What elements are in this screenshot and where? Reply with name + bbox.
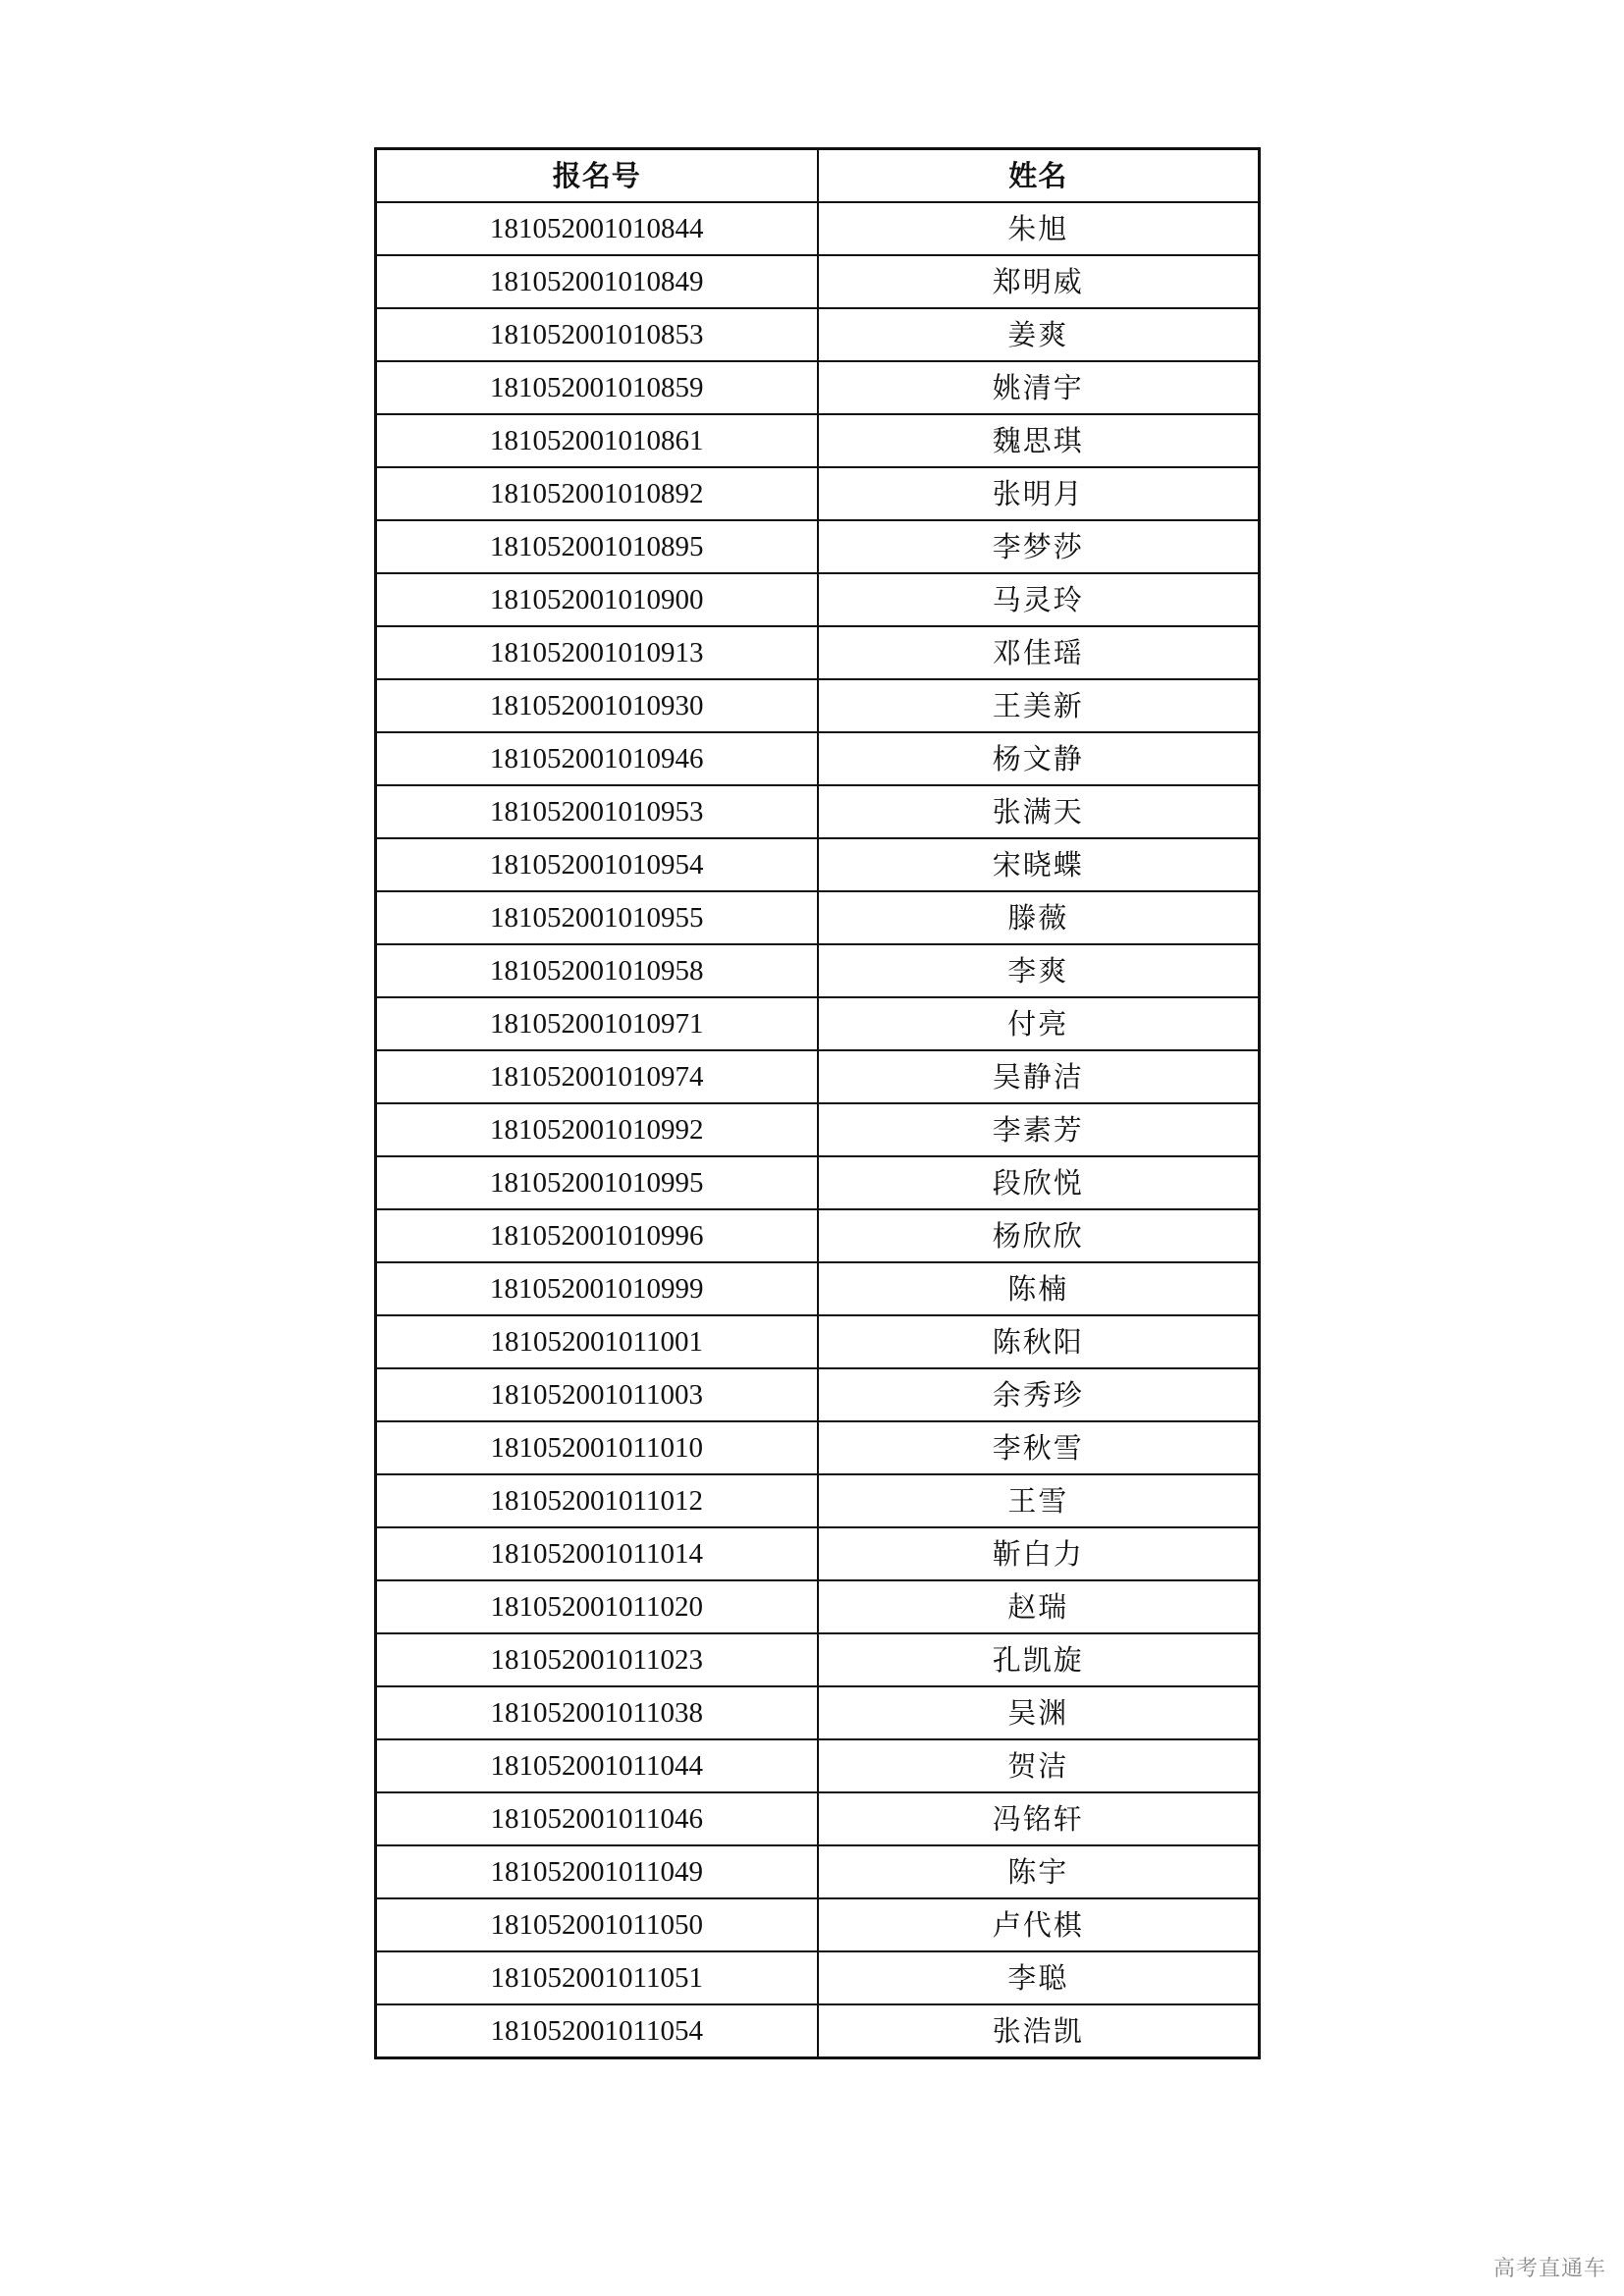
table-row bbox=[376, 1474, 1260, 1527]
registration-number-cell: 181052001011054 bbox=[376, 2004, 818, 2058]
registration-number-cell: 181052001010853 bbox=[376, 308, 818, 361]
table-row bbox=[376, 626, 1260, 679]
table-row bbox=[376, 1103, 1260, 1156]
registration-number-cell: 181052001011001 bbox=[376, 1315, 818, 1368]
name-cell: 陈秋阳 bbox=[818, 1315, 1260, 1368]
table-row bbox=[376, 202, 1260, 255]
name-cell: 冯铭轩 bbox=[818, 1792, 1260, 1845]
registration-number-cell: 181052001010930 bbox=[376, 679, 818, 732]
name-cell: 姜爽 bbox=[818, 308, 1260, 361]
name-cell: 卢代棋 bbox=[818, 1898, 1260, 1951]
name-cell: 朱旭 bbox=[818, 202, 1260, 255]
table-row bbox=[376, 891, 1260, 944]
registration-number-cell: 181052001010999 bbox=[376, 1262, 818, 1315]
table-row bbox=[376, 520, 1260, 573]
table-row bbox=[376, 573, 1260, 626]
name-cell: 赵瑞 bbox=[818, 1580, 1260, 1633]
table-row bbox=[376, 679, 1260, 732]
registration-number-cell: 181052001010958 bbox=[376, 944, 818, 997]
name-cell: 靳白力 bbox=[818, 1527, 1260, 1580]
registration-number-cell: 181052001011020 bbox=[376, 1580, 818, 1633]
registration-number-cell: 181052001010953 bbox=[376, 785, 818, 838]
table-row bbox=[376, 1368, 1260, 1421]
registration-number-cell: 181052001010859 bbox=[376, 361, 818, 414]
name-cell: 李爽 bbox=[818, 944, 1260, 997]
table-row bbox=[376, 944, 1260, 997]
name-cell: 王美新 bbox=[818, 679, 1260, 732]
name-cell: 滕薇 bbox=[818, 891, 1260, 944]
name-cell: 杨文静 bbox=[818, 732, 1260, 785]
registration-number-cell: 181052001011049 bbox=[376, 1845, 818, 1898]
name-cell: 邓佳瑶 bbox=[818, 626, 1260, 679]
registration-number-cell: 181052001010995 bbox=[376, 1156, 818, 1209]
registration-number-cell: 181052001010844 bbox=[376, 202, 818, 255]
table-row bbox=[376, 1315, 1260, 1368]
name-cell: 付亮 bbox=[818, 997, 1260, 1050]
registration-number-cell: 181052001010996 bbox=[376, 1209, 818, 1262]
name-cell: 张明月 bbox=[818, 467, 1260, 520]
table-row bbox=[376, 785, 1260, 838]
registration-number-cell: 181052001011012 bbox=[376, 1474, 818, 1527]
registration-number-cell: 181052001011050 bbox=[376, 1898, 818, 1951]
name-cell: 陈宇 bbox=[818, 1845, 1260, 1898]
registration-number-cell: 181052001010954 bbox=[376, 838, 818, 891]
name-cell: 余秀珍 bbox=[818, 1368, 1260, 1421]
registration-number-cell: 181052001011044 bbox=[376, 1739, 818, 1792]
table-row bbox=[376, 1898, 1260, 1951]
registration-number-cell: 181052001011038 bbox=[376, 1686, 818, 1739]
name-cell: 王雪 bbox=[818, 1474, 1260, 1527]
table-row bbox=[376, 1845, 1260, 1898]
registration-number-cell: 181052001010895 bbox=[376, 520, 818, 573]
table-row bbox=[376, 1421, 1260, 1474]
name-cell: 李聪 bbox=[818, 1951, 1260, 2004]
name-cell: 贺洁 bbox=[818, 1739, 1260, 1792]
registration-number-cell: 181052001011051 bbox=[376, 1951, 818, 2004]
name-cell: 吴静洁 bbox=[818, 1050, 1260, 1103]
name-cell: 李秋雪 bbox=[818, 1421, 1260, 1474]
table-row bbox=[376, 361, 1260, 414]
name-cell: 姚清宇 bbox=[818, 361, 1260, 414]
roster-table-container bbox=[374, 147, 1258, 2059]
column-header-name: 姓名 bbox=[818, 149, 1260, 203]
table-row bbox=[376, 1580, 1260, 1633]
table-row bbox=[376, 467, 1260, 520]
registration-number-cell: 181052001010892 bbox=[376, 467, 818, 520]
roster-table bbox=[374, 147, 1261, 2059]
table-row bbox=[376, 1262, 1260, 1315]
column-header-registration-number: 报名号 bbox=[376, 149, 818, 203]
name-cell: 陈楠 bbox=[818, 1262, 1260, 1315]
registration-number-cell: 181052001011023 bbox=[376, 1633, 818, 1686]
table-row bbox=[376, 997, 1260, 1050]
registration-number-cell: 181052001010974 bbox=[376, 1050, 818, 1103]
registration-number-cell: 181052001011014 bbox=[376, 1527, 818, 1580]
table-row bbox=[376, 732, 1260, 785]
table-row bbox=[376, 1050, 1260, 1103]
name-cell: 马灵玲 bbox=[818, 573, 1260, 626]
registration-number-cell: 181052001010913 bbox=[376, 626, 818, 679]
table-body bbox=[376, 202, 1260, 2058]
registration-number-cell: 181052001010849 bbox=[376, 255, 818, 308]
name-cell: 孔凯旋 bbox=[818, 1633, 1260, 1686]
registration-number-cell: 181052001010900 bbox=[376, 573, 818, 626]
table-row bbox=[376, 1527, 1260, 1580]
name-cell: 宋晓蝶 bbox=[818, 838, 1260, 891]
registration-number-cell: 181052001010955 bbox=[376, 891, 818, 944]
registration-number-cell: 181052001011003 bbox=[376, 1368, 818, 1421]
name-cell: 段欣悦 bbox=[818, 1156, 1260, 1209]
name-cell: 魏思琪 bbox=[818, 414, 1260, 467]
table-row bbox=[376, 1739, 1260, 1792]
table-row bbox=[376, 1156, 1260, 1209]
table-row bbox=[376, 1792, 1260, 1845]
name-cell: 张满天 bbox=[818, 785, 1260, 838]
table-row bbox=[376, 1951, 1260, 2004]
table-row bbox=[376, 255, 1260, 308]
name-cell: 郑明威 bbox=[818, 255, 1260, 308]
registration-number-cell: 181052001010861 bbox=[376, 414, 818, 467]
table-header-row bbox=[376, 149, 1260, 203]
name-cell: 吴渊 bbox=[818, 1686, 1260, 1739]
name-cell: 张浩凯 bbox=[818, 2004, 1260, 2058]
name-cell: 李素芳 bbox=[818, 1103, 1260, 1156]
table-row bbox=[376, 1209, 1260, 1262]
watermark-text: 高考直通车 bbox=[1492, 2257, 1606, 2281]
registration-number-cell: 181052001010992 bbox=[376, 1103, 818, 1156]
registration-number-cell: 181052001011010 bbox=[376, 1421, 818, 1474]
table-row bbox=[376, 838, 1260, 891]
registration-number-cell: 181052001011046 bbox=[376, 1792, 818, 1845]
name-cell: 杨欣欣 bbox=[818, 1209, 1260, 1262]
registration-number-cell: 181052001010946 bbox=[376, 732, 818, 785]
name-cell: 李梦莎 bbox=[818, 520, 1260, 573]
table-row bbox=[376, 308, 1260, 361]
table-row bbox=[376, 1633, 1260, 1686]
table-row bbox=[376, 1686, 1260, 1739]
registration-number-cell: 181052001010971 bbox=[376, 997, 818, 1050]
table-row bbox=[376, 414, 1260, 467]
table-row bbox=[376, 2004, 1260, 2058]
